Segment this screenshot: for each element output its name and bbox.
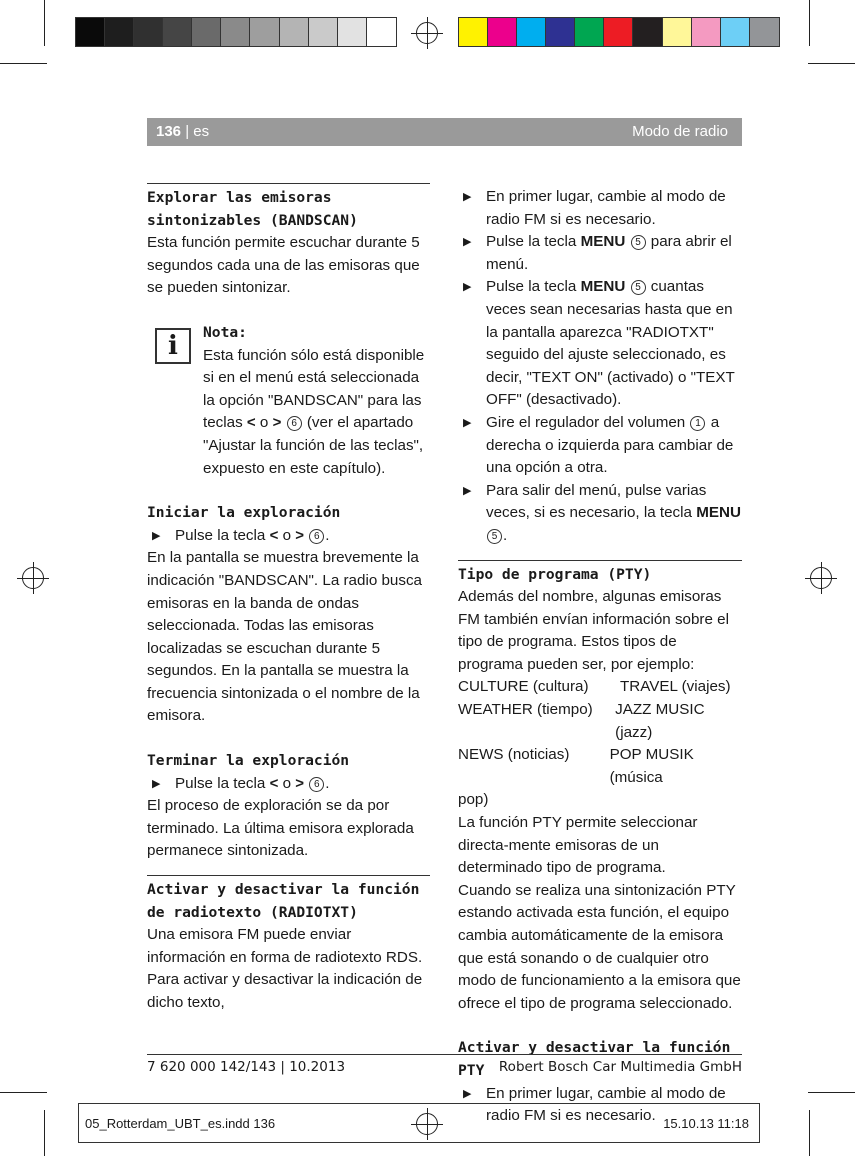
bullet-text: . [325,526,330,544]
color-swatch [105,18,134,46]
right-column [458,186,742,1128]
color-swatch [134,18,163,46]
bullet-item [458,231,742,276]
pty-row [458,699,742,744]
color-swatch [663,18,692,46]
pty-list [458,676,742,812]
section-heading: Tipo de programa (PTY) [458,565,652,583]
bullet-text: para abrir el menú. [486,233,732,273]
language-code: | es [181,123,210,140]
crop-mark [808,63,855,64]
note-text [203,345,430,481]
paragraph: En la pantalla se muestra brevemente la indicación "BANDSCAN". La radio busca emisoras en la banda de ondas seleccionada. Todas las emisoras localizadas se escuchan durante 5 segundos. En la pantalla se muestra la frecuencia sintonizada o el nombre de la emisora. [147,549,423,725]
right-key-icon: > [295,526,305,544]
bullet-text: o [282,774,292,792]
crop-mark [0,63,47,64]
bullet-arrow-icon: ▶ [463,484,472,497]
color-swatch [604,18,633,46]
bullet-text: Pulse la tecla [486,278,577,296]
pty-item: CULTURE (cultura) [458,678,589,696]
crop-mark [809,1110,810,1156]
color-swatch [192,18,221,46]
pty-item: pop) [458,791,489,809]
color-swatch [750,18,779,46]
document-number: 7 620 000 142/143 | 10.2013 [147,1059,346,1075]
section-heading: Iniciar la exploración [147,504,341,522]
key-number-badge: 5 [487,529,502,544]
bullet-text: Pulse la tecla [175,774,266,792]
bullet-text: . [325,774,330,792]
color-swatch [221,18,250,46]
paragraph: Cuando se realiza una sintonización PTY estando activada esta función, el equipo cambia automáticamente de la emisora que está sonando o de cualquier otro modo de funcionamiento a la emisora que ofrece el tipo de programa seleccionado. [458,881,741,1012]
bullet-arrow-icon: ▶ [463,281,472,294]
key-number-badge: 6 [309,529,324,544]
bullet-arrow-icon: ▶ [152,529,161,542]
crop-mark [808,1092,855,1093]
pty-row [458,676,742,699]
pty-item: TRAVEL (viajes) [620,678,731,696]
bullet-item [458,412,742,480]
pty-item: JAZZ MUSIC (jazz) [615,701,705,741]
bullet-arrow-icon: ▶ [463,191,472,203]
note-text-part: Esta función sólo está disponible si en el menú está seleccionada la opción "BANDSCAN" para las teclas [203,346,425,432]
section-rule [147,183,430,232]
pty-item: WEATHER (tiempo) [458,701,593,719]
bullet-item [147,773,430,796]
bullet-text: Para salir del menú, pulse varias veces, si es necesario, la tecla [486,481,707,522]
left-key-icon: < [269,526,279,544]
color-swatch [367,18,396,46]
color-swatch [721,18,750,46]
color-swatch [309,18,338,46]
right-key-icon: > [272,414,282,432]
color-swatch [338,18,367,46]
menu-key-label: MENU [580,278,626,296]
crop-mark [44,0,45,46]
color-swatch [692,18,721,46]
bullet-arrow-icon: ▶ [152,777,161,790]
color-swatch [488,18,517,46]
key-number-badge: 1 [690,416,705,431]
section-heading: Terminar la exploración [147,752,350,770]
section-title: Modo de radio [632,123,728,140]
pty-item: NEWS (noticias) [458,746,570,764]
info-icon: i [155,328,191,364]
registration-mark-icon [22,567,44,589]
note-text-part: (ver el apartado "Ajustar la función de las teclas", expuesto en este capítulo). [203,414,424,477]
section-rule [147,875,430,924]
key-number-badge: 6 [309,777,324,792]
left-column [147,183,430,1015]
left-key-icon: < [246,414,256,432]
bullet-item [147,525,430,548]
color-swatch [163,18,192,46]
bullet-text: . [503,526,508,544]
menu-key-label: MENU [580,233,626,251]
page-number-value: 136 [156,123,182,140]
section-heading: Explorar las emisoras sintonizables (BANDSCAN) [147,189,358,229]
section-rule [458,560,742,587]
slug-filename: 05_Rotterdam_UBT_es.indd 136 [85,1116,276,1131]
paragraph: Además del nombre, algunas emisoras FM también envían información sobre el tipo de programa. Estos tipos de programa pueden ser, por ejemplo: [458,588,729,673]
section-heading: Activar y desactivar la función PTY [458,1039,731,1079]
color-swatch [280,18,309,46]
bullet-arrow-icon: ▶ [463,236,472,249]
bullet-item [458,186,742,231]
key-number-badge: 5 [631,280,646,295]
crop-mark [809,0,810,46]
bullet-item [458,480,742,548]
pty-item: POP MUSIK (música [609,746,694,786]
key-number-badge: 6 [287,416,302,431]
paragraph: Una emisora FM puede enviar información en forma de radiotexto RDS. [147,926,423,966]
color-swatch [633,18,662,46]
paragraph: Esta función permite escuchar durante 5 segundos cada una de las emisoras que se pueden sintonizar. [147,234,420,297]
color-bar [458,17,780,47]
grayscale-bar [75,17,397,47]
bullet-text: Gire el regulador del volumen [486,413,686,431]
color-swatch [517,18,546,46]
right-key-icon: > [295,774,305,792]
paragraph: Para activar y desactivar la indicación de dicho texto, [147,971,423,1011]
bullet-text: cuantas veces sean necesarias hasta que en la pantalla aparezca "RADIOTXT" seguido del ajuste seleccionado, es decir, "TEXT ON" (activado) o "TEXT OFF" (desactivado). [486,278,735,409]
color-swatch [575,18,604,46]
bullet-text: o [282,526,292,544]
bullet-text: Pulse la tecla [486,233,577,251]
paragraph: La función PTY permite seleccionar directa-mente emisoras de un determinado tipo de programa. [458,814,698,877]
slug-date: 15.10.13 11:18 [663,1116,749,1131]
note-text-part: o [259,414,269,432]
print-slug [78,1103,760,1143]
color-swatch [76,18,105,46]
crop-mark [44,1110,45,1156]
note-box [147,322,430,480]
bullet-arrow-icon: ▶ [463,1087,472,1100]
key-number-badge: 5 [631,235,646,250]
section-heading: Activar y desactivar la función de radiotexto (RADIOTXT) [147,881,420,921]
color-swatch [546,18,575,46]
bullet-text: En primer lugar, cambie al modo de radio FM si es necesario. [486,188,726,228]
publisher: Robert Bosch Car Multimedia GmbH [498,1059,742,1075]
pty-row [458,744,742,789]
registration-mark-icon [810,567,832,589]
page-header [147,118,742,146]
bullet-text: Pulse la tecla [175,526,266,544]
registration-mark-icon [416,22,438,44]
page-number [156,123,209,140]
left-key-icon: < [269,774,279,792]
color-swatch [250,18,279,46]
menu-key-label: MENU [696,504,741,522]
bullet-text: a derecha o izquierda para cambiar de una opción a otra. [486,413,734,477]
bullet-item [458,276,742,412]
paragraph: El proceso de exploración se da por terminado. La última emisora explorada permanece sintonizada. [147,797,414,860]
bullet-text: En primer lugar, cambie al modo de radio FM si es necesario. [486,1084,726,1125]
color-swatch [459,18,488,46]
bullet-arrow-icon: ▶ [463,416,472,429]
note-title: Nota: [203,323,247,341]
crop-mark [0,1092,47,1093]
